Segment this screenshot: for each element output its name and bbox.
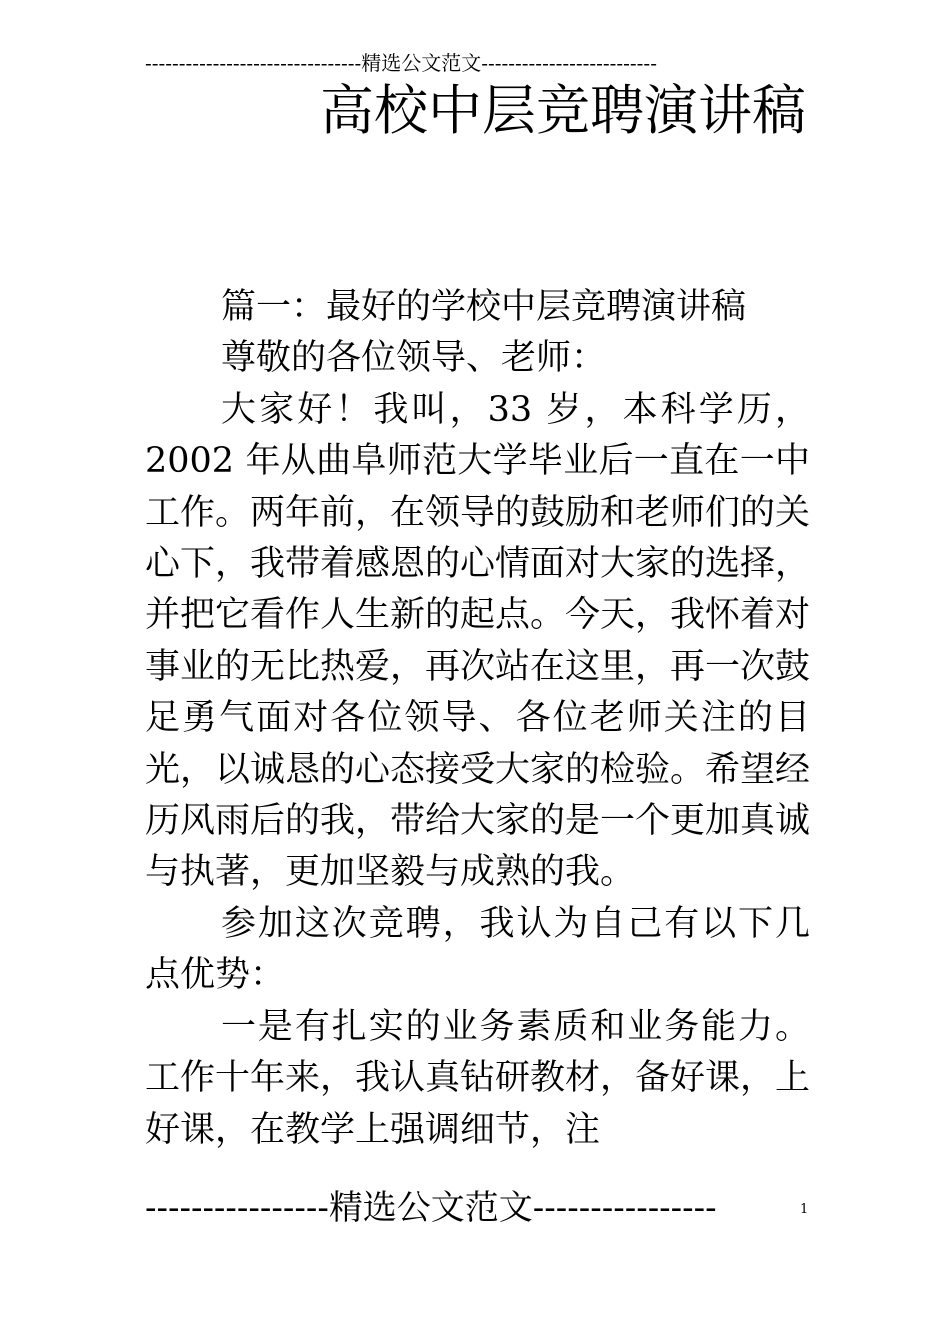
- page-footer: ----------------精选公文范文----------------: [145, 1188, 717, 1228]
- paragraph-advantages-intro: 参加这次竞聘，我认为自己有以下几点优势：: [145, 903, 810, 996]
- document-body: [145, 282, 810, 1156]
- paragraph-salutation: 尊敬的各位领导、老师：: [221, 338, 607, 379]
- paragraph-section-heading: 篇一：最好的学校中层竞聘演讲稿: [221, 287, 747, 327]
- paragraph-introduction: 大家好！我叫，33 岁，本科学历，2002 年从曲阜师范大学毕业后一直在一中工作。两年前，在领导的鼓励和老师们的关心下，我带着感恩的心情面对大家的选择，并把它看作人生新的起点。今天，我怀着对事业的无比热爱，再次站在这里，再一次鼓足勇气面对各位领导、各位老师关注的目光，以诚恳的心态接受大家的检验。希望经历风雨后的我，带给大家的是一个更加真诚与执著，更加坚毅与成熟的我。: [145, 389, 811, 893]
- document-title: [145, 76, 810, 146]
- paragraph-advantage-one: 一是有扎实的业务素质和业务能力。工作十年来，我认真钻研教材，备好课，上好课，在教学上强调细节，注: [145, 1006, 811, 1150]
- page-number: 1: [800, 1202, 809, 1217]
- document-title-text: 高校中层竞聘演讲稿: [320, 79, 806, 142]
- page-header: --------------------------------精选公文范文--------------------------: [145, 51, 657, 75]
